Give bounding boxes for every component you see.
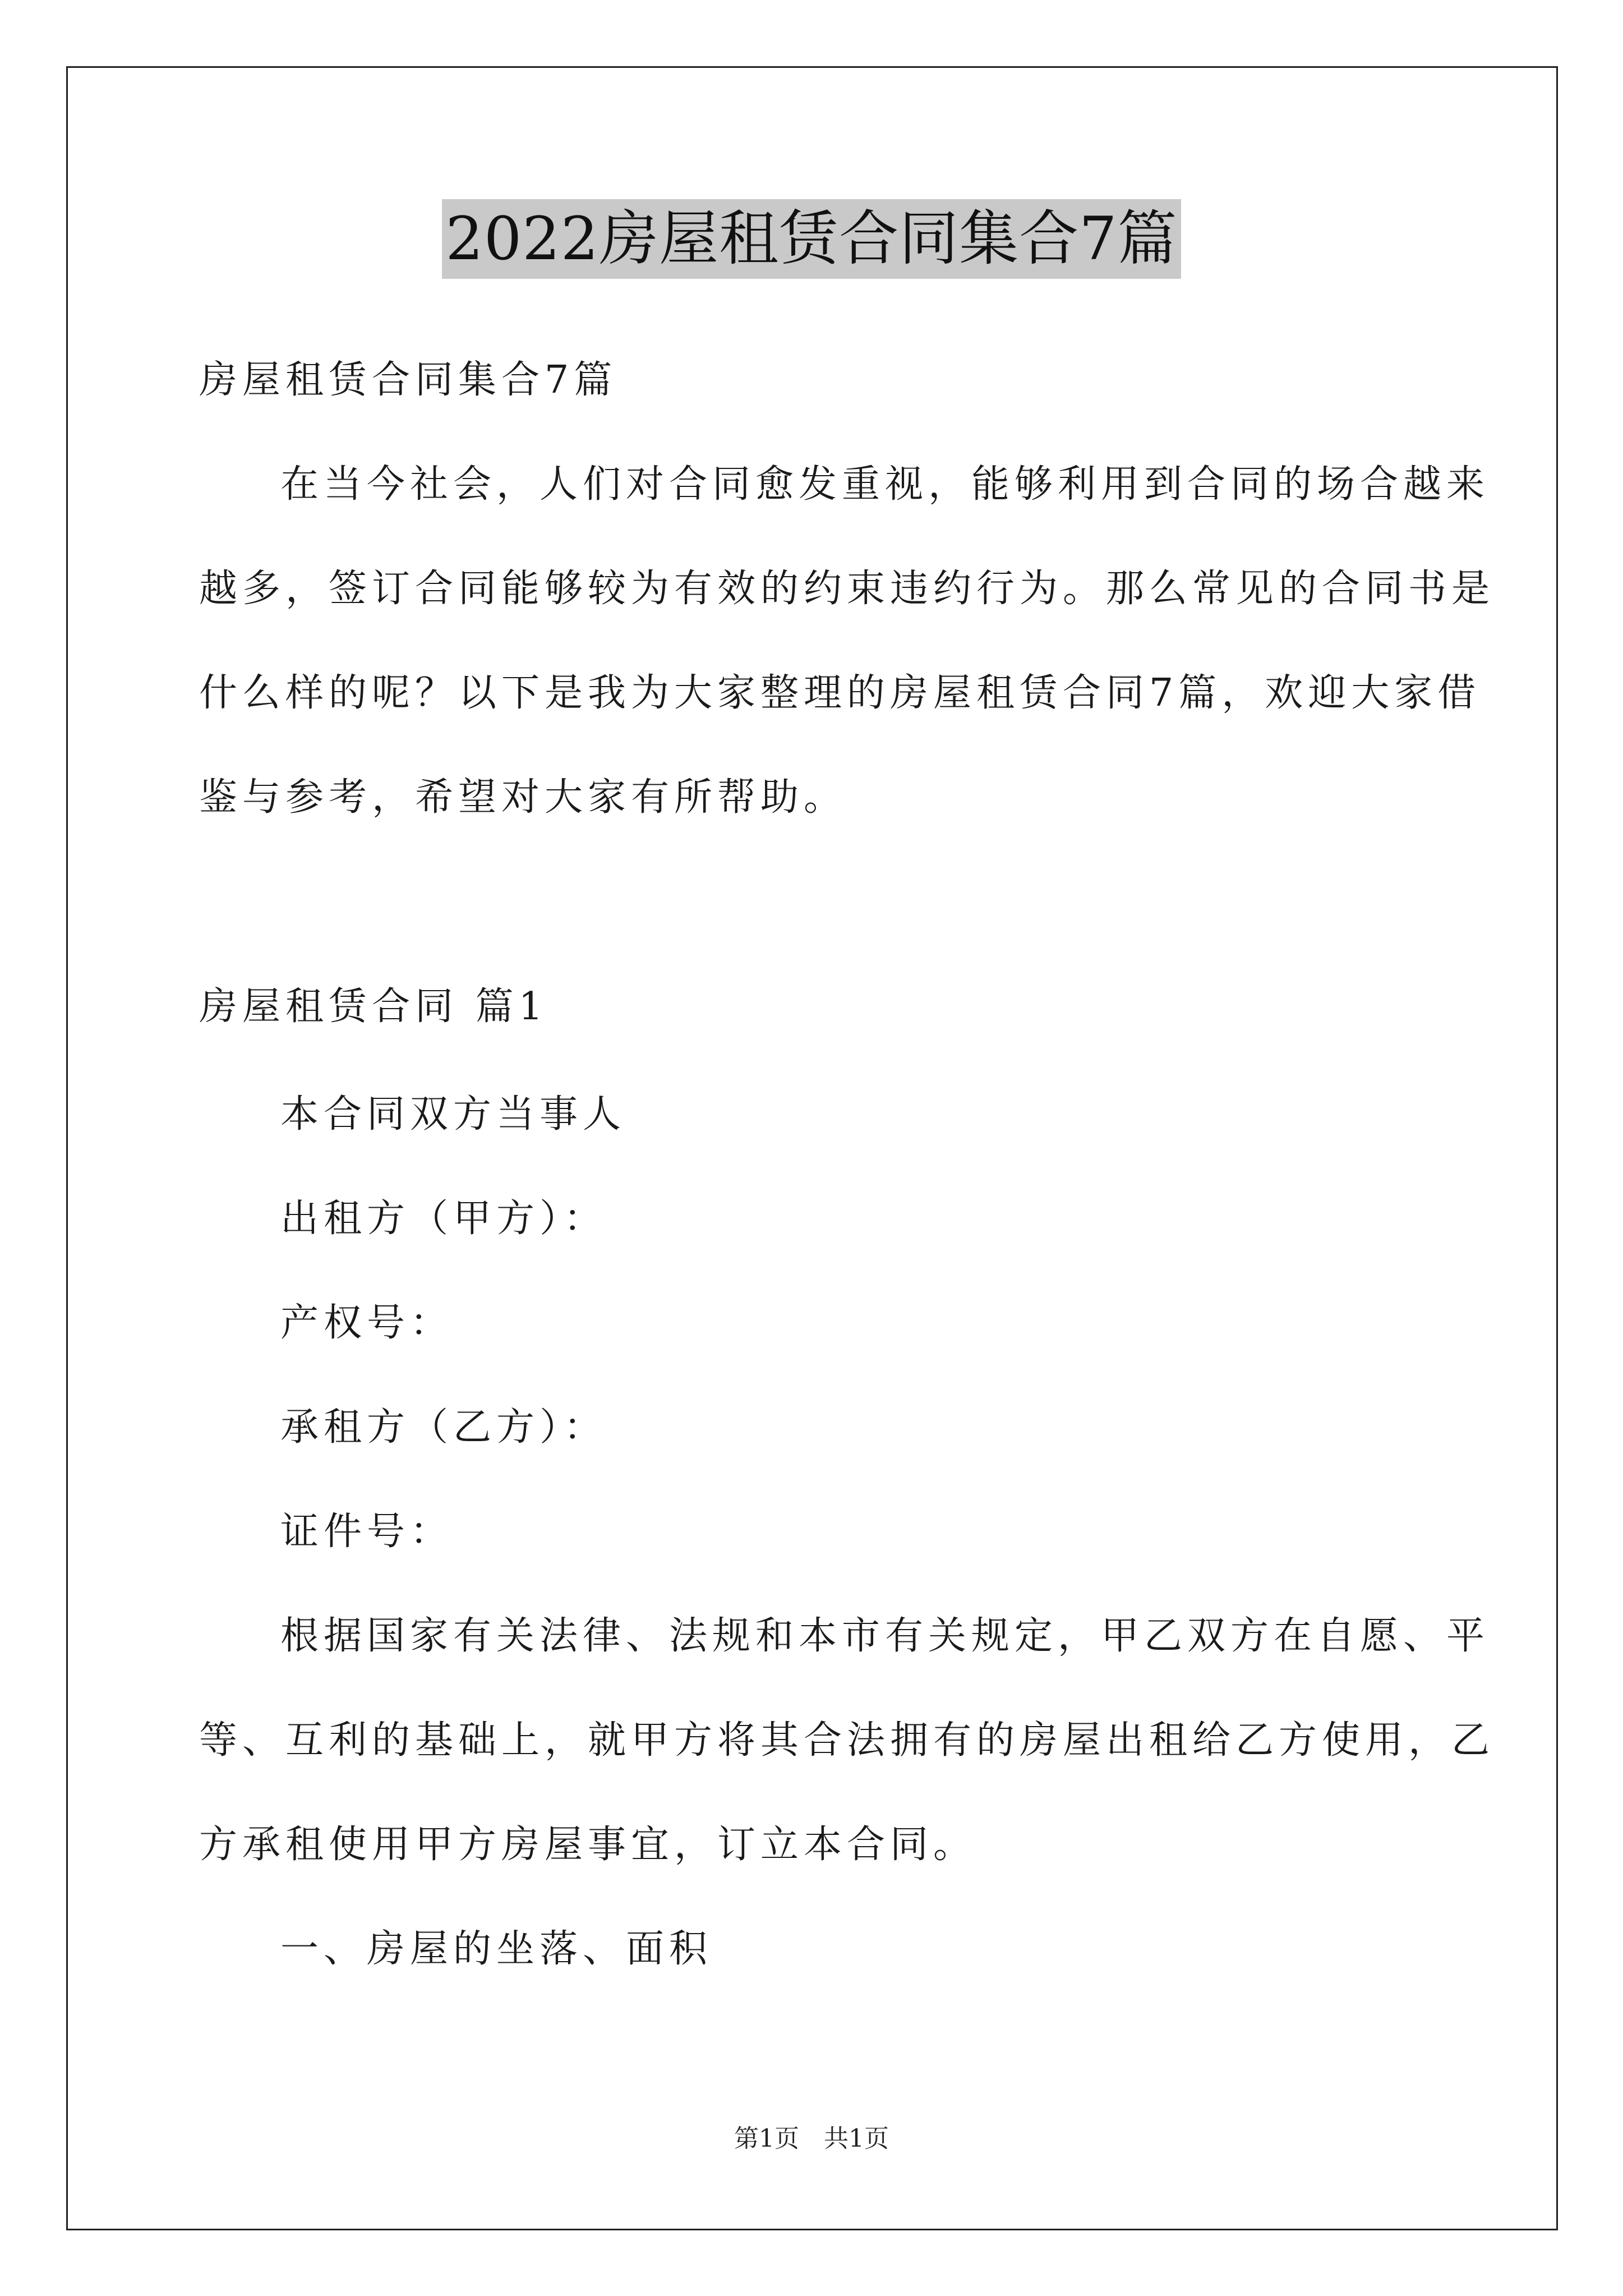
paragraph-line: 越多，签订合同能够较为有效的约束违约行为。那么常见的合同书是 (199, 567, 1495, 611)
paragraph-line: 一、房屋的坐落、面积 (280, 1927, 713, 1971)
paragraph-line: 根据国家有关法律、法规和本市有关规定，甲乙双方在自愿、平 (280, 1614, 1490, 1658)
paragraph-line: 承租方（乙方）： (280, 1405, 607, 1450)
subtitle-line: 房屋租赁合同集合7篇 (199, 358, 617, 402)
document-title: 2022房屋租赁合同集合7篇 (442, 199, 1181, 279)
title-container (0, 199, 1623, 279)
paragraph-line: 本合同双方当事人 (280, 1092, 626, 1137)
section-heading: 房屋租赁合同 篇1 (199, 984, 548, 1029)
paragraph-line: 在当今社会，人们对合同愈发重视，能够利用到合同的场合越来 (280, 462, 1490, 507)
paragraph-line: 方承租使用甲方房屋事宜，订立本合同。 (199, 1823, 977, 1867)
paragraph-line: 等、互利的基础上，就甲方将其合法拥有的房屋出租给乙方使用，乙 (199, 1718, 1495, 1763)
paragraph-line: 出租方（甲方）： (280, 1197, 607, 1241)
paragraph-line: 证件号： (280, 1510, 454, 1554)
paragraph-line: 什么样的呢？以下是我为大家整理的房屋租赁合同7篇，欢迎大家借 (199, 671, 1481, 715)
page-footer: 第1页 共1页 (734, 2124, 889, 2153)
paragraph-line: 产权号： (280, 1301, 454, 1345)
paragraph-line: 鉴与参考，希望对大家有所帮助。 (199, 775, 847, 820)
